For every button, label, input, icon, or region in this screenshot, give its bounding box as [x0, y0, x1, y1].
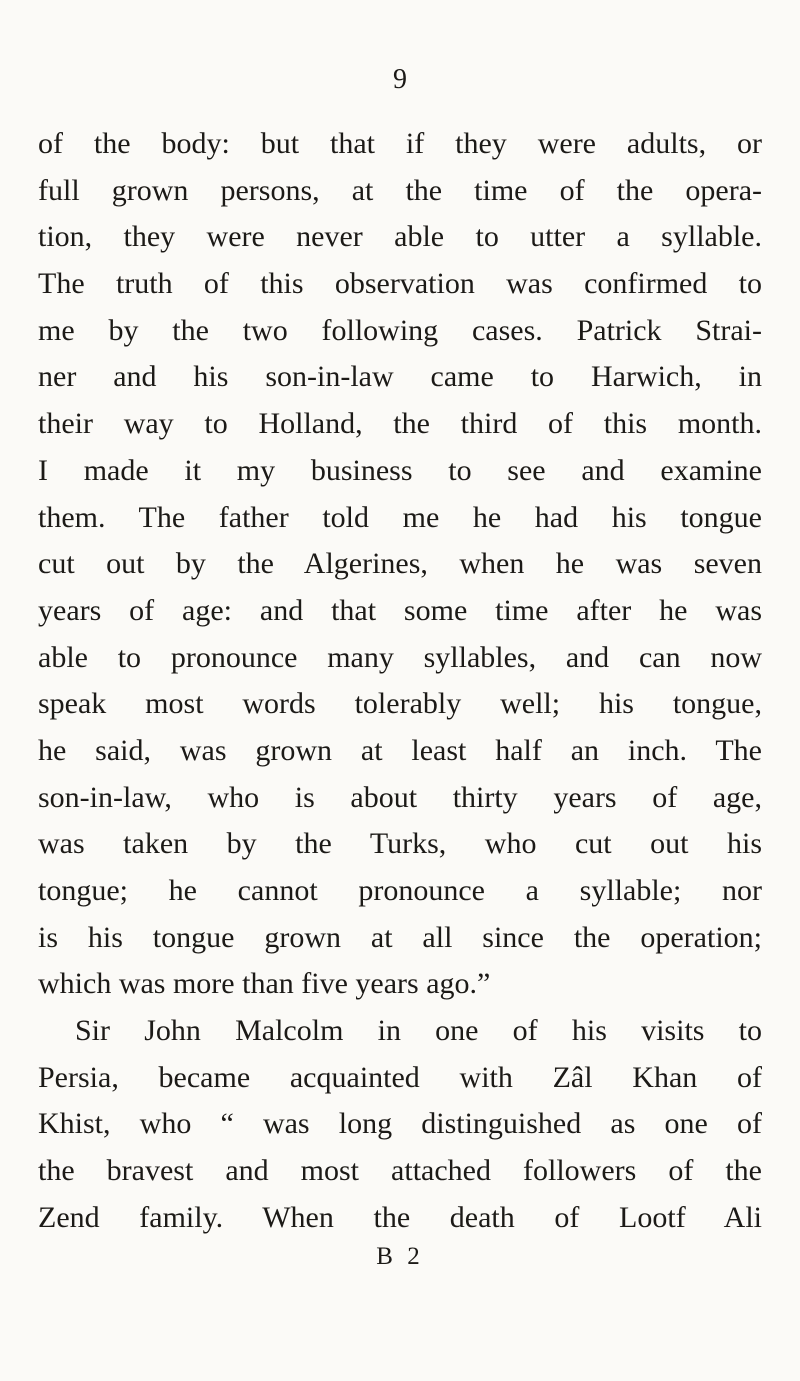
text-line: the bravest and most attached followers of the — [38, 1154, 762, 1188]
text-line: able to pronounce many syllables, and can now — [38, 640, 762, 674]
text-line: me by the two following cases. Patrick Strai- — [38, 313, 762, 347]
text-line: Zend family. When the death of Lootf Ali — [38, 1200, 762, 1234]
page-number: 9 — [393, 64, 407, 95]
text-line: The truth of this observation was confirmed to — [38, 267, 762, 301]
text-line: Khist, who “ was long distinguished as one of — [38, 1107, 762, 1141]
text-line: Sir John Malcolm in one of his visits to — [75, 1014, 762, 1048]
text-line: ner and his son-in-law came to Harwich, in — [38, 360, 762, 394]
text-line: speak most words tolerably well; his tongue, — [38, 687, 762, 721]
text-line: tion, they were never able to utter a syllable. — [38, 220, 762, 254]
text-line: I made it my business to see and examine — [38, 453, 762, 487]
text-line: of the body: but that if they were adults, or — [38, 127, 762, 160]
text-line: tongue; he cannot pronounce a syllable; nor — [38, 874, 762, 907]
text-line: Persia, became acquainted with Zâl Khan of — [38, 1060, 762, 1094]
body-text — [38, 121, 762, 1242]
text-line: cut out by the Algerines, when he was seven — [38, 547, 762, 581]
text-line: which was more than five years ago.” — [38, 967, 491, 1001]
text-line: their way to Holland, the third of this month. — [38, 407, 762, 441]
signature-mark: B 2 — [376, 1243, 424, 1270]
text-line: full grown persons, at the time of the opera- — [38, 173, 762, 207]
text-line: son-in-law, who is about thirty years of age, — [38, 780, 762, 814]
text-line: is his tongue grown at all since the operation; — [38, 920, 762, 954]
text-line: he said, was grown at least half an inch. The — [38, 733, 762, 767]
text-line: years of age: and that some time after he was — [38, 593, 762, 627]
text-line: was taken by the Turks, who cut out his — [38, 827, 762, 861]
text-line: them. The father told me he had his tongue — [38, 500, 762, 534]
